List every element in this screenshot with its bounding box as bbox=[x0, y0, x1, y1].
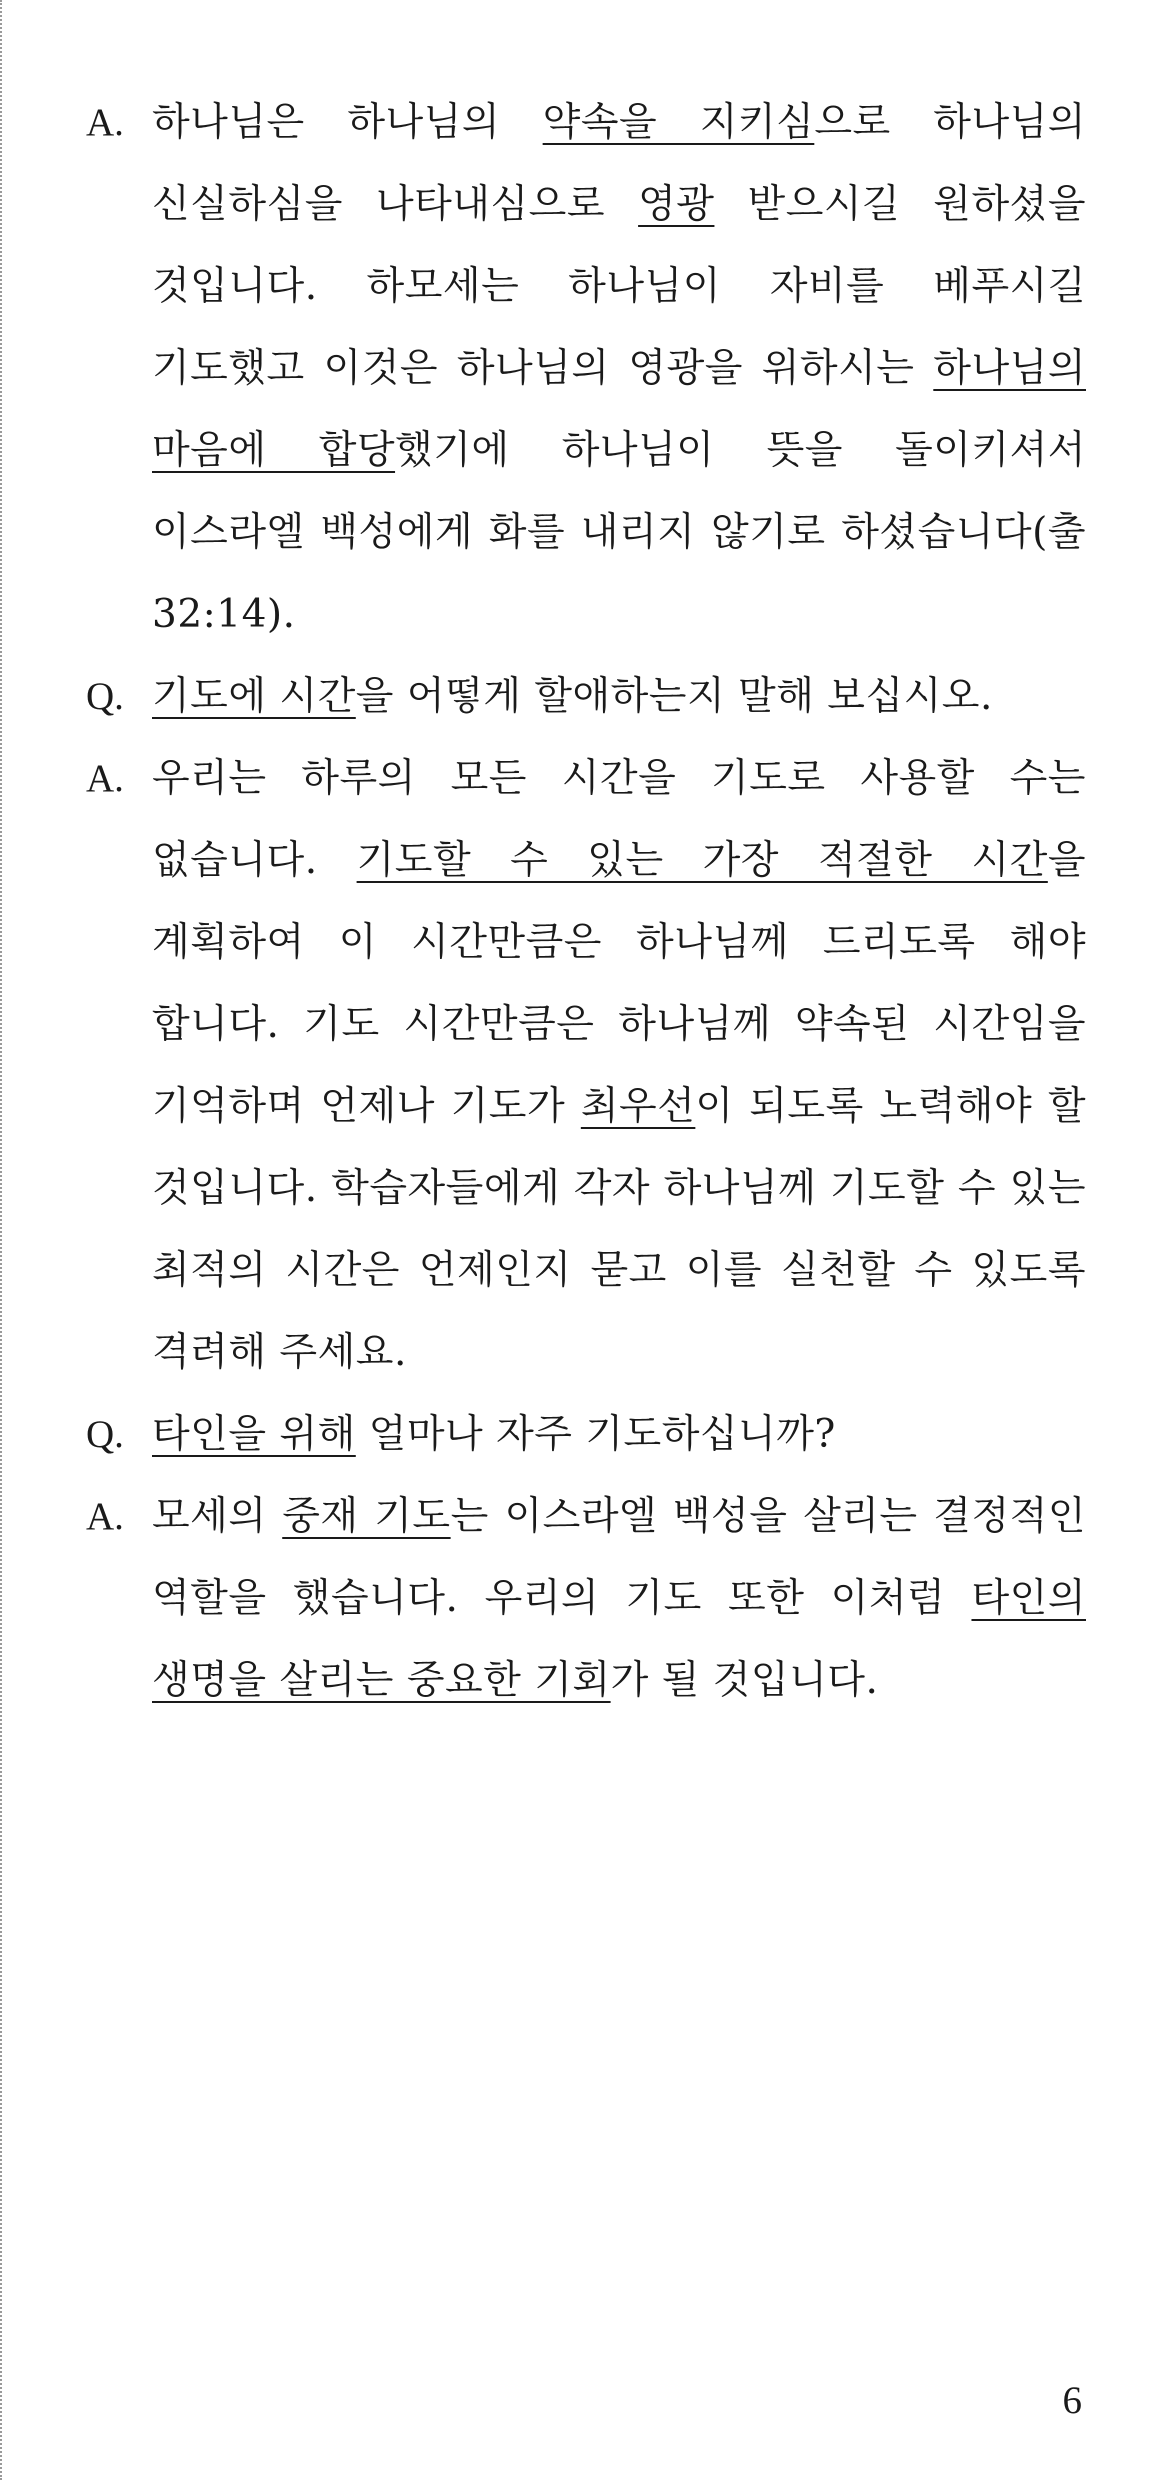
text-run: 했기에 하나님이 뜻을 돌이키셔서 이스라엘 백성에게 화를 내리지 않기로 하셨습니다(출 32:14). bbox=[152, 428, 1086, 637]
text-run: 을 어떻게 할애하는지 말해 보십시오. bbox=[355, 674, 993, 719]
text-run: 하나님은 하나님의 bbox=[152, 100, 543, 145]
underlined-phrase: 중재 기도 bbox=[282, 1494, 451, 1539]
text-run: 는 이스라엘 백성을 살리는 결정적인 역할을 했습니다. 우리의 기도 또한 이처럼 bbox=[152, 1494, 1086, 1621]
text-run: 모세의 bbox=[152, 1494, 283, 1539]
underlined-phrase: 타인의 생명을 살리는 중요한 기회 bbox=[152, 1576, 1086, 1703]
question-marker: Q. bbox=[86, 1413, 124, 1456]
page-left-border bbox=[0, 0, 2, 2480]
answer-block bbox=[86, 1476, 1086, 1722]
text-run: 으로 하나님의 신실하심을 나타내심으로 bbox=[152, 100, 1086, 227]
page-number: 6 bbox=[1062, 2379, 1082, 2422]
text-run: 가 될 것입니다. bbox=[610, 1658, 879, 1703]
question-block bbox=[86, 656, 1086, 738]
text-run: 우리는 하루의 모든 시간을 기도로 사용할 수는 없습니다. bbox=[152, 756, 1086, 883]
underlined-phrase: 하나님의 마음에 합당 bbox=[152, 346, 1086, 473]
question-text bbox=[152, 656, 1086, 738]
answer-block bbox=[86, 82, 1086, 656]
qa-content bbox=[86, 82, 1086, 1722]
answer-text bbox=[152, 1476, 1086, 1722]
underlined-phrase: 약속을 지키심 bbox=[542, 100, 815, 145]
answer-text bbox=[152, 82, 1086, 656]
text-run: 얼마나 자주 기도하십니까? bbox=[355, 1412, 836, 1457]
question-marker: Q. bbox=[86, 675, 124, 718]
underlined-phrase: 최우선 bbox=[580, 1084, 696, 1129]
answer-marker: A. bbox=[86, 1495, 124, 1538]
text-run: 이 되도록 노력해야 할 것입니다. 학습자들에게 각자 하나님께 기도할 수 있는 최적의 시간은 언제인지 묻고 이를 실천할 수 있도록 격려해 주세요. bbox=[152, 1084, 1086, 1375]
answer-block bbox=[86, 738, 1086, 1394]
underlined-phrase: 타인을 위해 bbox=[152, 1412, 356, 1457]
answer-marker: A. bbox=[86, 101, 124, 144]
answer-marker: A. bbox=[86, 757, 124, 800]
question-text bbox=[152, 1394, 1086, 1476]
text-run: 받으시길 원하셨을 것입니다. 하모세는 하나님이 자비를 베푸시길 기도했고 이것은 하나님의 영광을 위하시는 bbox=[152, 182, 1086, 391]
underlined-phrase: 기도할 수 있는 가장 적절한 시간 bbox=[356, 838, 1048, 883]
underlined-phrase: 기도에 시간 bbox=[152, 674, 356, 719]
underlined-phrase: 영광 bbox=[638, 182, 715, 227]
answer-text bbox=[152, 738, 1086, 1394]
question-block bbox=[86, 1394, 1086, 1476]
text-run: 을 계획하여 이 시간만큼은 하나님께 드리도록 해야 합니다. 기도 시간만큼은 하나님께 약속된 시간임을 기억하며 언제나 기도가 bbox=[152, 838, 1086, 1129]
